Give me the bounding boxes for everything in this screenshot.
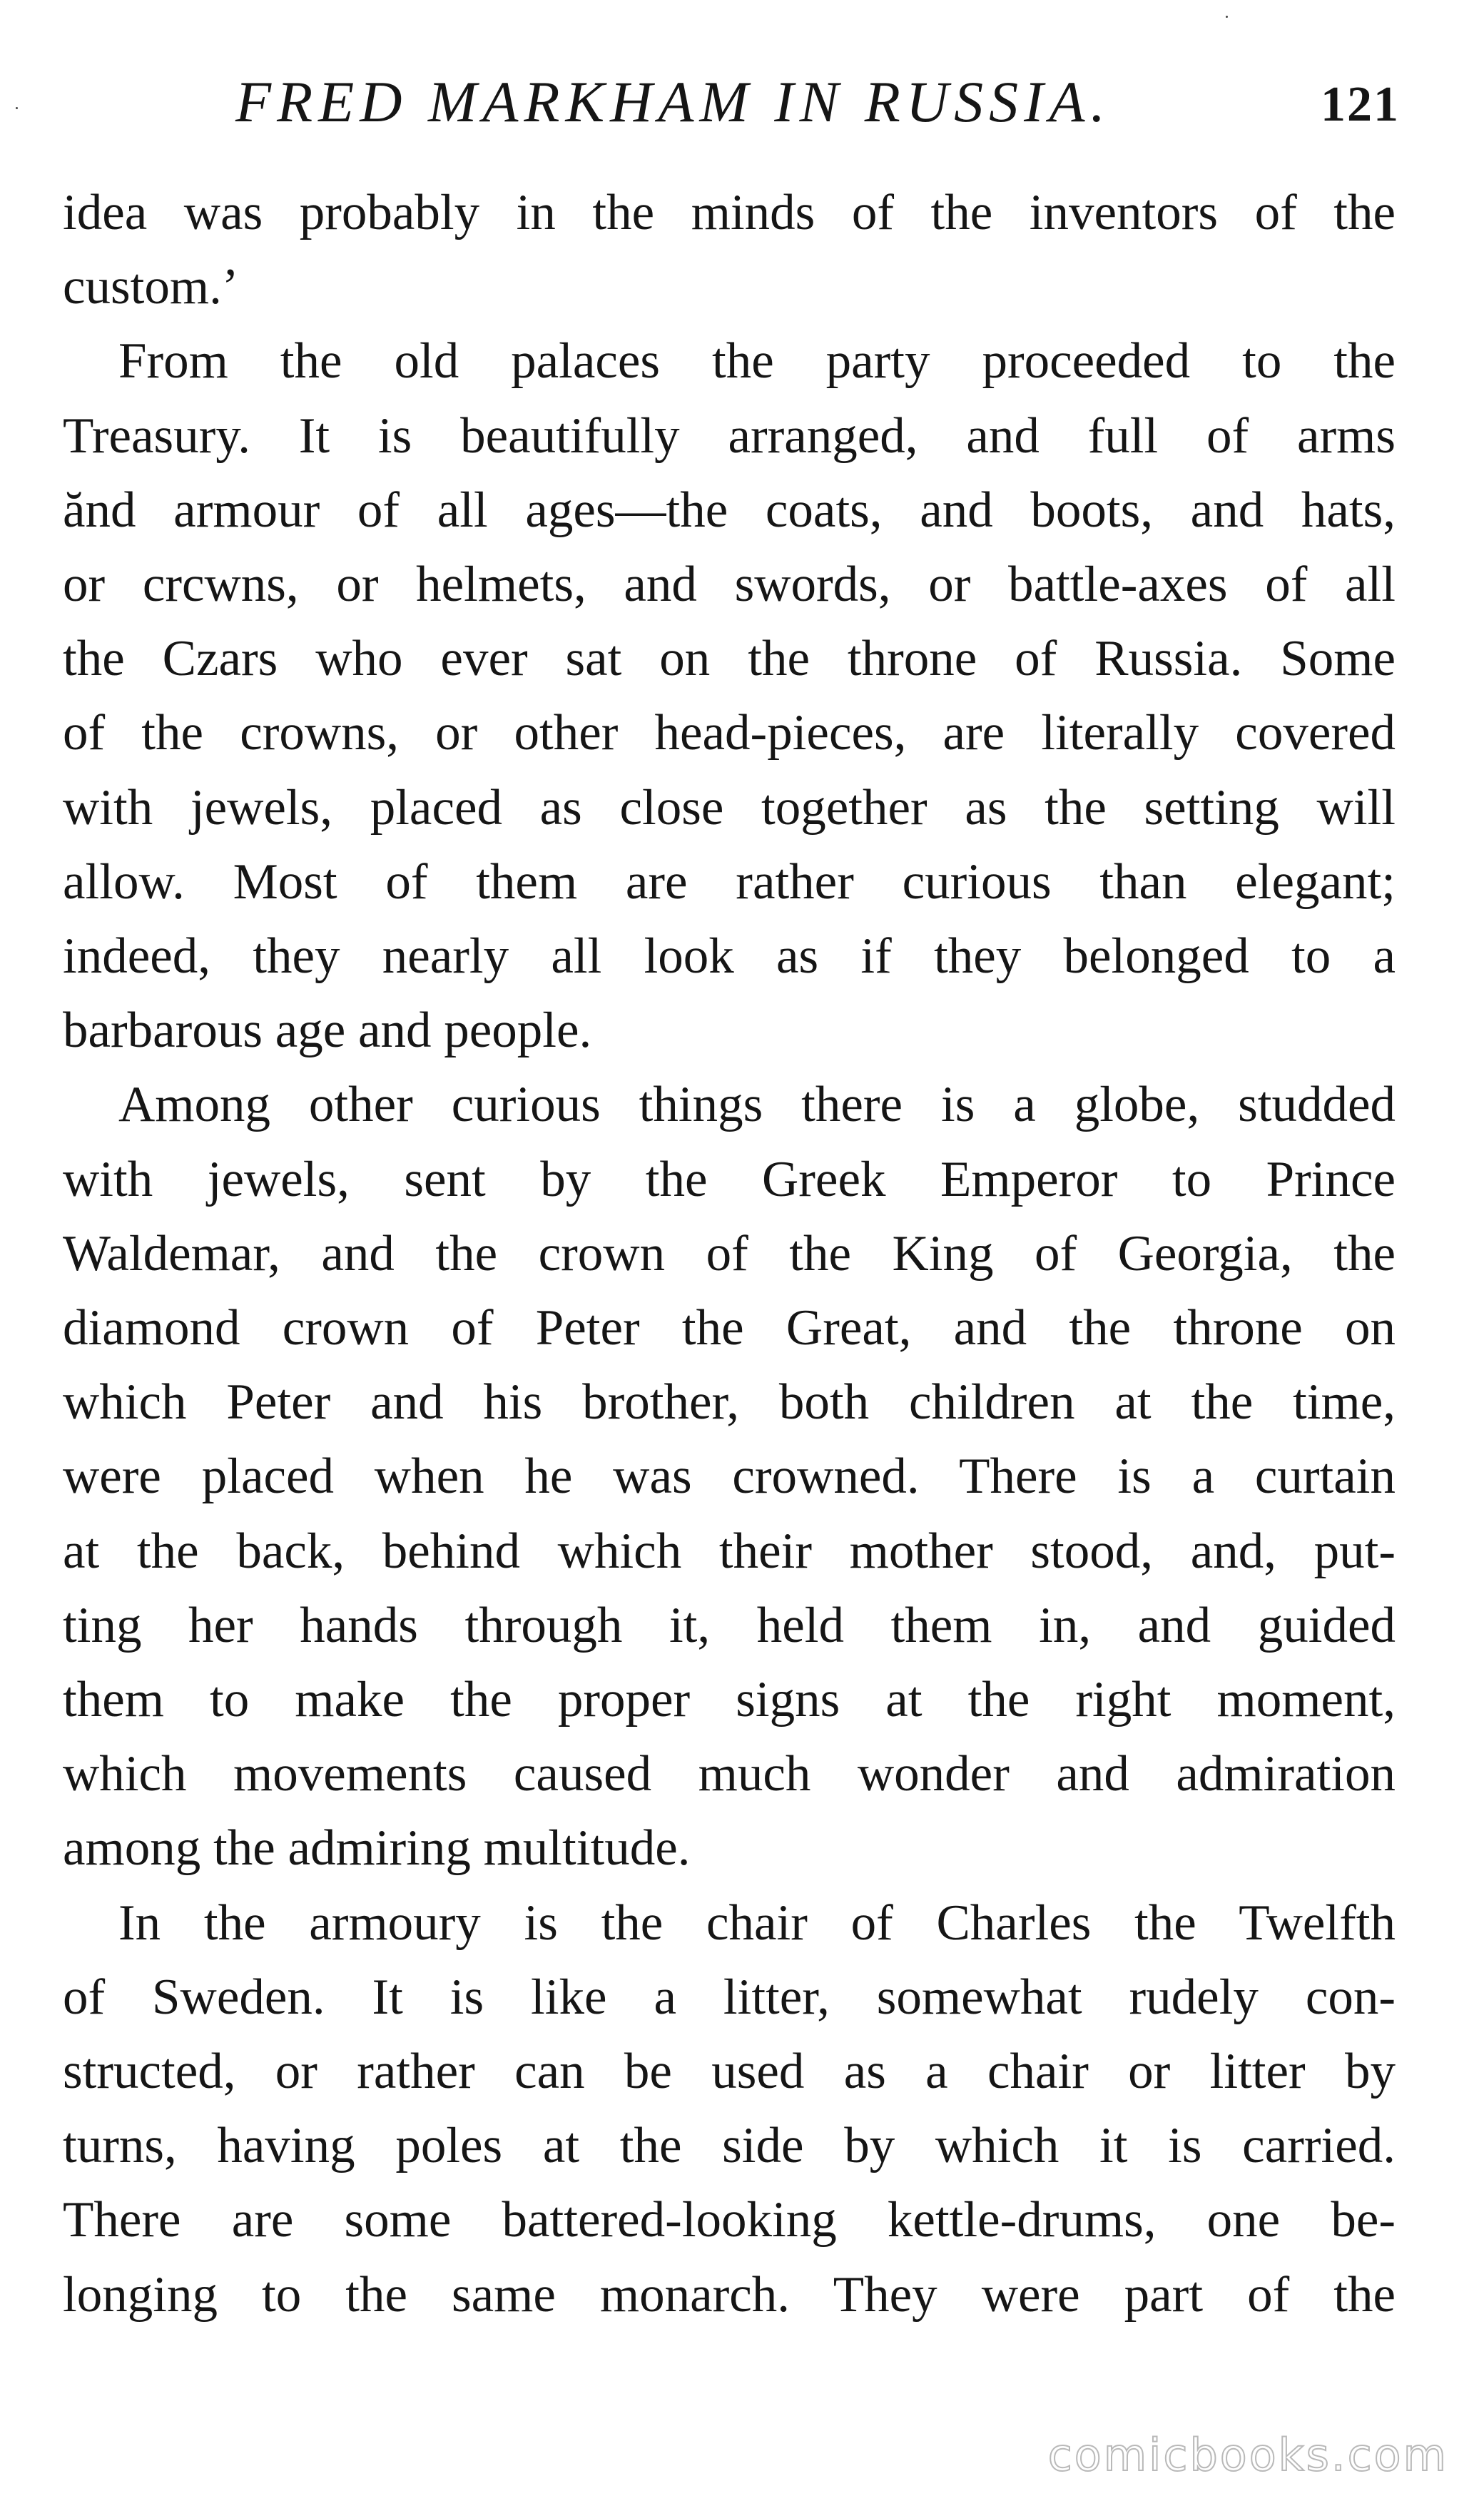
text-line: of the crowns, or other head-pieces, are literally covered xyxy=(63,705,1396,761)
text-line: There are some battered-looking kettle-drums, one be- xyxy=(63,2192,1396,2248)
text-line: indeed, they nearly all look as if they belonged to a xyxy=(63,928,1396,985)
running-title: FRED MARKHAM IN RUSSIA. xyxy=(235,69,1111,134)
text-line: of Sweden. It is like a litter, somewhat rudely con- xyxy=(63,1969,1396,2025)
text-line: idea was probably in the minds of the inventors of the xyxy=(63,185,1396,240)
text-line: diamond crown of Peter the Great, and the throne on xyxy=(63,1300,1396,1356)
text-line: longing to the same monarch. They were part of the xyxy=(63,2266,1396,2323)
text-line: structed, or rather can be used as a chair or litter by xyxy=(63,2044,1396,2100)
text-line: which movements caused much wonder and admiration xyxy=(63,1746,1396,1802)
page-header xyxy=(64,63,1400,148)
page-number: 121 xyxy=(1321,77,1400,132)
paragraph-4 xyxy=(63,1886,1396,2332)
text-line: which Peter and his brother, both children at the time, xyxy=(63,1374,1396,1431)
text-line: were placed when he was crowned. There is a curtain xyxy=(63,1449,1396,1505)
text-line: among the admiring multitude. xyxy=(63,1820,691,1877)
text-line: with jewels, placed as close together as the setting will xyxy=(63,779,1396,836)
text-line: ănd armour of all ages—the coats, and boots, and hats, xyxy=(63,482,1396,538)
text-line: From the old palaces the party proceeded to the xyxy=(118,333,1396,390)
text-line: custom.’ xyxy=(63,259,239,315)
text-line: with jewels, sent by the Greek Emperor to Prince xyxy=(63,1151,1396,1207)
paragraph-3 xyxy=(63,1067,1396,1885)
print-speck xyxy=(16,107,18,109)
text-line: Waldemar, and the crown of the King of Georgia, the xyxy=(63,1225,1396,1282)
text-line: them to make the proper signs at the right moment, xyxy=(63,1672,1396,1728)
body-text xyxy=(63,176,1396,2332)
paragraph-1 xyxy=(63,176,1396,324)
paragraph-2 xyxy=(63,324,1396,1067)
text-line: at the back, behind which their mother stood, and, put- xyxy=(63,1523,1396,1579)
print-speck xyxy=(1226,16,1228,18)
text-line: barbarous age and people. xyxy=(63,1003,592,1059)
text-line: turns, having poles at the side by which it is carried. xyxy=(63,2118,1396,2174)
text-line: Treasury. It is beautifully arranged, and full of arms xyxy=(63,407,1396,464)
text-line: the Czars who ever sat on the throne of Russia. Some xyxy=(63,631,1396,687)
watermark-logo: comicbooks.com xyxy=(1047,2429,1448,2481)
text-line: allow. Most of them are rather curious than elegant; xyxy=(63,853,1396,910)
text-line: Among other curious things there is a globe, studded xyxy=(118,1077,1396,1133)
text-line: In the armoury is the chair of Charles the Twelfth xyxy=(118,1894,1396,1951)
text-line: or crcwns, or helmets, and swords, or battle-axes of all xyxy=(63,557,1396,613)
text-line: ting her hands through it, held them in, and guided xyxy=(63,1597,1396,1653)
